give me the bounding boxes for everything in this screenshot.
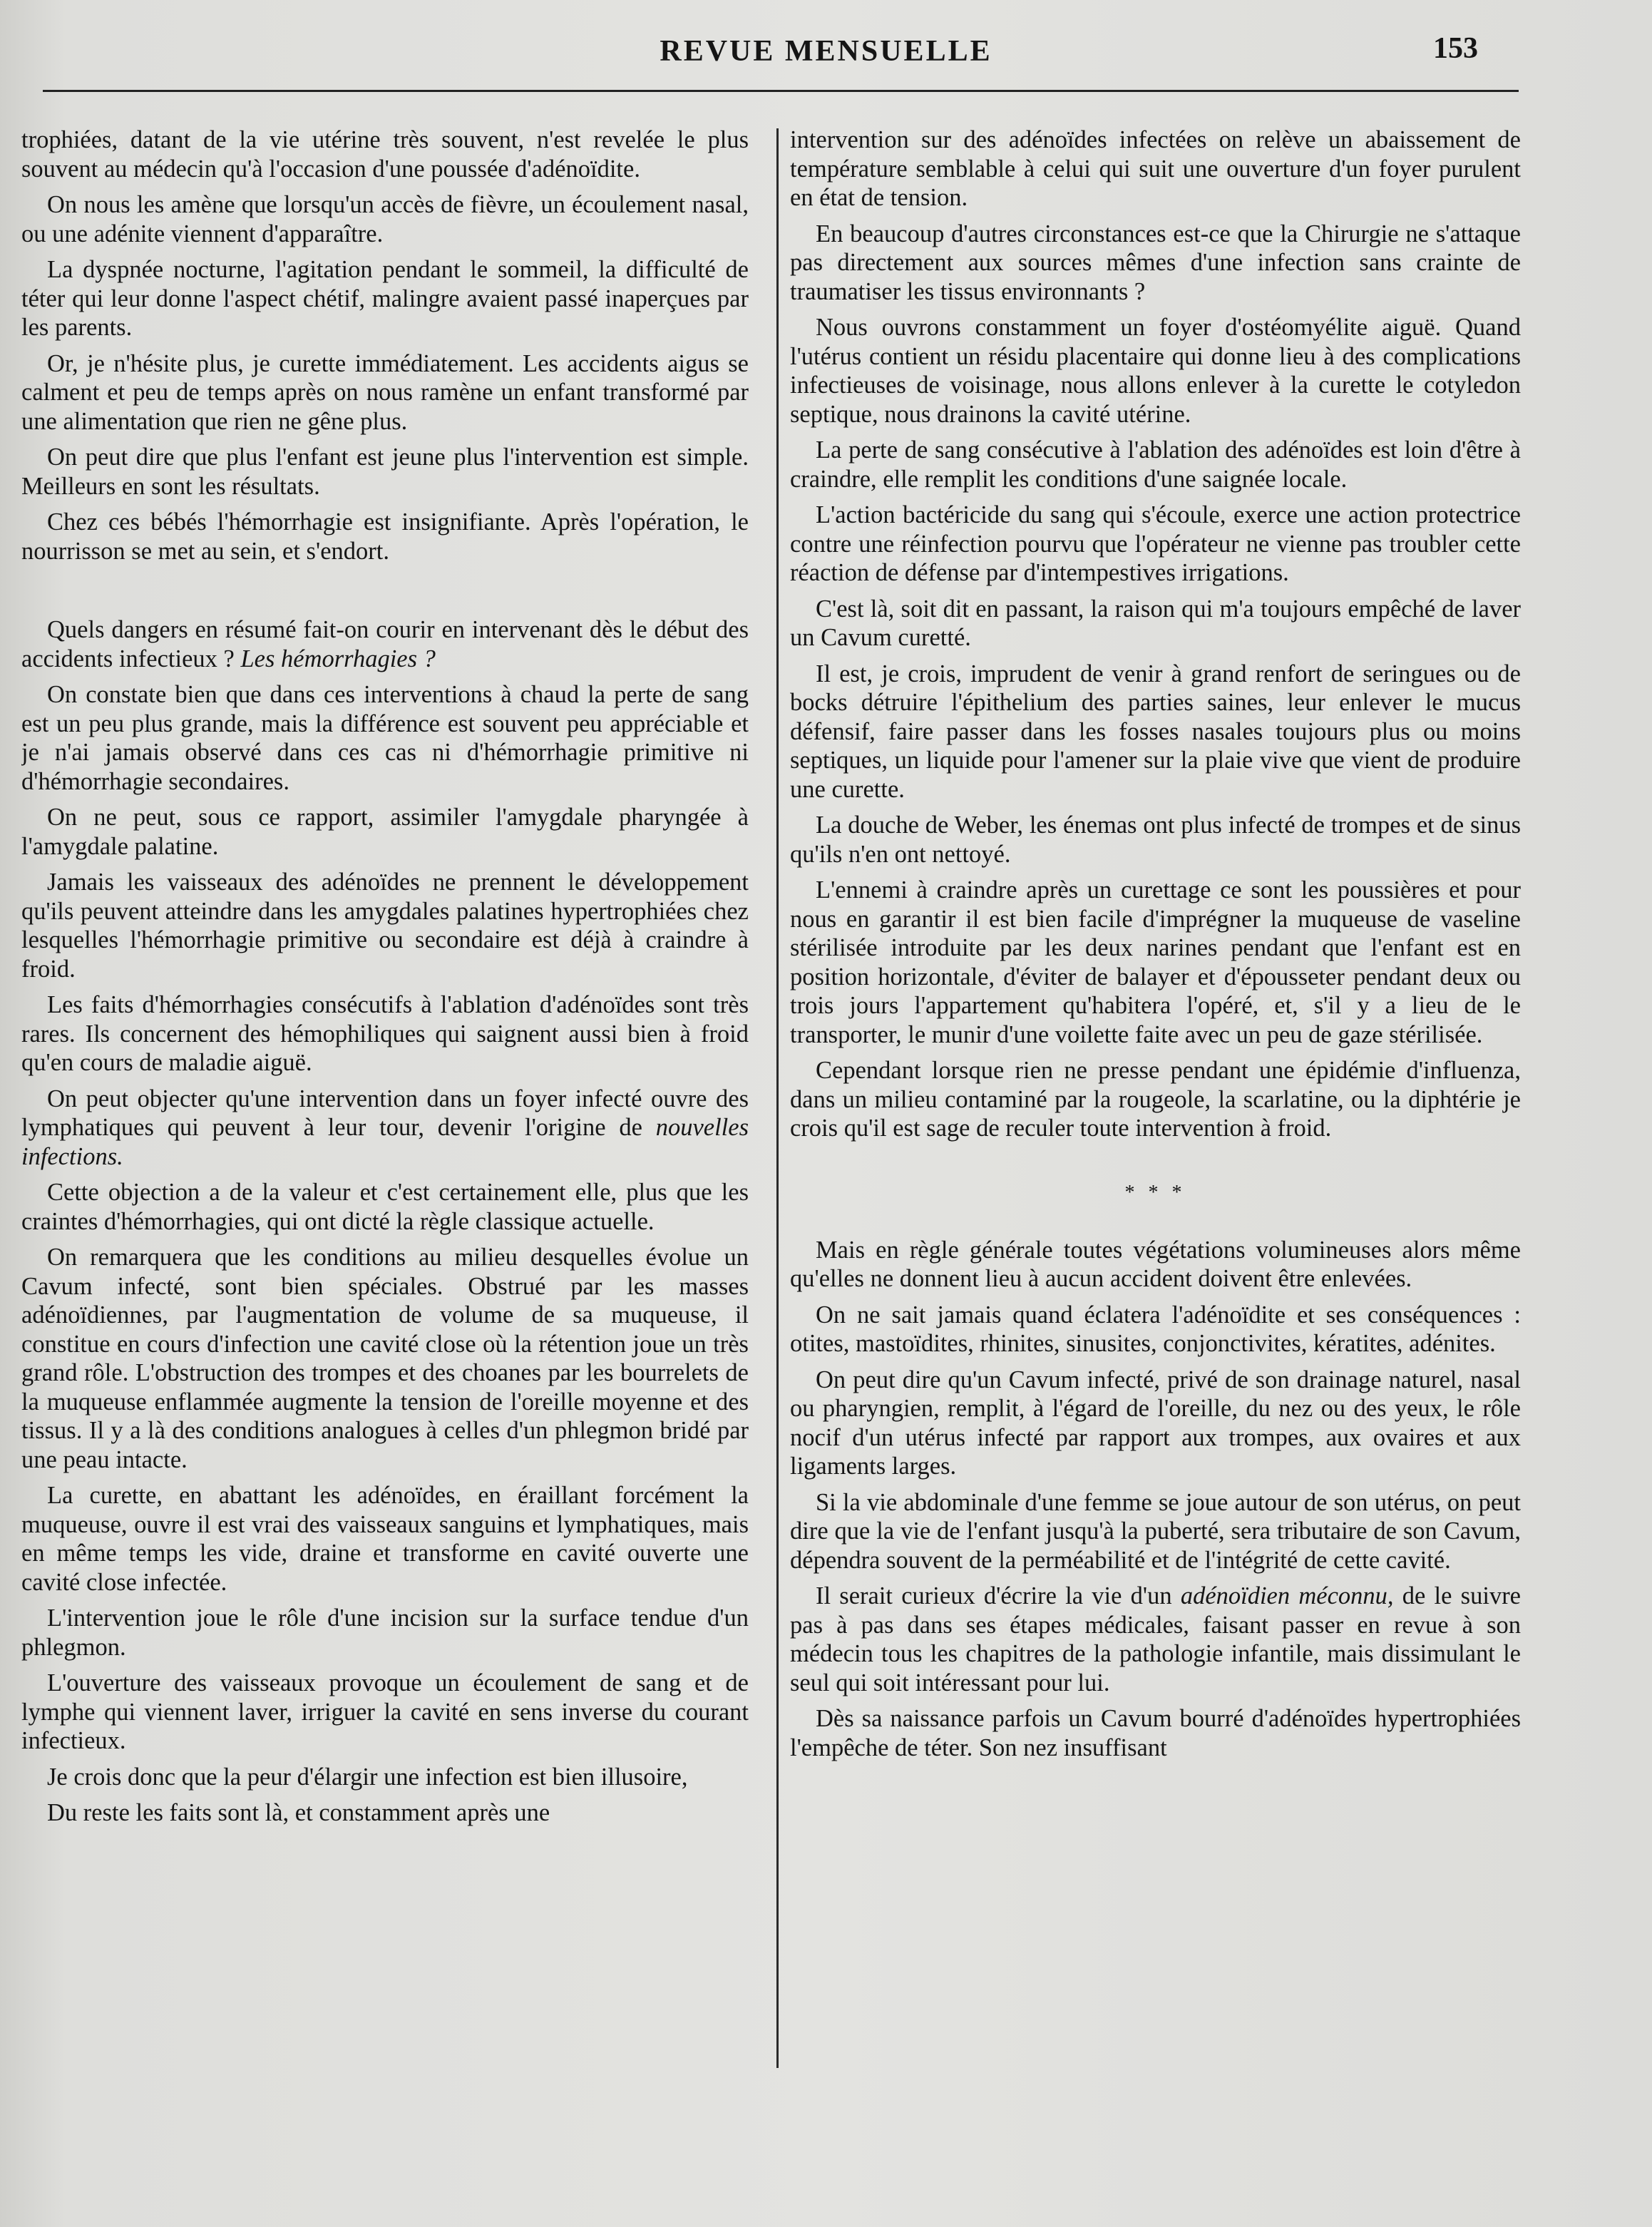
paragraph: Mais en règle générale toutes végétations volumineuses alors même qu'elles ne donnent lieu à aucun accident doivent être enlevées. — [790, 1236, 1521, 1292]
paragraph: La dyspnée nocturne, l'agitation pendant le sommeil, la difficulté de téter qui leur donne l'aspect chétif, malingre avaient passé inaperçues par les parents. — [21, 256, 749, 341]
paragraph — [21, 615, 749, 673]
paragraph-text: On peut objecter qu'une intervention dans un foyer infecté ouvre des lymphatiques qui peuvent à leur tour, devenir l'origine de — [21, 1085, 749, 1141]
paragraph: On ne sait jamais quand éclatera l'adénoïdite et ses conséquences : otites, mastoïdites, rhinites, sinusites, conjonctivites, kératites, adénites. — [790, 1301, 1521, 1357]
paragraph: Je crois donc que la peur d'élargir une infection est bien illusoire, — [47, 1763, 688, 1791]
paragraph: Les faits d'hémorrhagies consécutifs à l'ablation d'adénoïdes sont très rares. Ils concernent des hémophiliques qui saignent aussi bien à froid qu'en cours de maladie aiguë. — [21, 991, 749, 1076]
paragraph: Dès sa naissance parfois un Cavum bourré d'adénoïdes hypertrophiées l'empêche de téter. Son nez insuffisant — [790, 1705, 1521, 1761]
paragraph: L'ennemi à craindre après un curettage ce sont les poussières et pour nous en garantir il est bien facile d'imprégner la muqueuse de vaseline stérilisée introduite par les deux narines pendant que l'enfant est en position horizontale, d'éviter de balayer et d'épousseter pendant deux ou trois jours l'appartement qu'habitera l'opéré, et, s'il y a lieu de le transporter, le munir d'une voilette faite avec un peu de gaze stérilisée. — [790, 876, 1521, 1048]
paragraph: C'est là, soit dit en passant, la raison qui m'a toujours empêché de laver un Cavum curetté. — [790, 595, 1521, 651]
column-rule — [776, 128, 779, 2068]
section-separator: * * * — [1124, 1181, 1186, 1204]
italic-text: Les hémorrhagies ? — [240, 645, 436, 672]
paragraph: La curette, en abattant les adénoïdes, en éraillant forcément la muqueuse, ouvre il est vrai des vaisseaux sanguins et lymphatiques, mais en même temps les vide, draine et transforme en cavité ouverte une cavité close infectée. — [21, 1482, 749, 1596]
paragraph: trophiées, datant de la vie utérine très souvent, n'est revelée le plus souvent au médecin qu'à l'occasion d'une poussée d'adénoïdite. — [21, 126, 749, 183]
paragraph-text: de le suivre pas à pas dans ses étapes médicales, faisant passer en revue à son médecin tous les chapitres de la pathologie infantile, mais dissimulant le seul qui soit intéressant pour lui. — [790, 1582, 1521, 1696]
paragraph: On ne peut, sous ce rapport, assimiler l'amygdale pharyngée à l'amygdale palatine. — [21, 804, 749, 860]
paragraph — [21, 1085, 749, 1172]
italic-text: adénoïdien méconnu, — [1180, 1582, 1394, 1609]
paragraph: Cependant lorsque rien ne presse pendant une épidémie d'influenza, dans un milieu contaminé par la rougeole, la scarlatine, ou la diphtérie je crois qu'il est sage de reculer toute intervention à froid. — [790, 1057, 1521, 1142]
paragraph: On constate bien que dans ces interventions à chaud la perte de sang est un peu plus grande, mais la différence est souvent peu appréciable et je n'ai jamais observé dans ces cas ni d'hémorrhagie primitive ni d'hémorrhagie secondaires. — [21, 681, 749, 795]
paragraph: L'action bactéricide du sang qui s'écoule, exerce une action protectrice contre une réinfection pourvu que l'opérateur ne vienne pas troubler cette réaction de défense par d'intempestives irrigations. — [790, 501, 1521, 586]
paragraph: On peut dire que plus l'enfant est jeune plus l'intervention est simple. Meilleurs en sont les résultats. — [21, 444, 749, 500]
paragraph: On remarquera que les conditions au milieu desquelles évolue un Cavum infecté, sont bien spéciales. Obstrué par les masses adénoïdiennes, par l'augmentation de volume de sa muqueuse, il constitue en cours d'infection une cavité close où la rétention joue un très grand rôle. L'obstruction des trompes et des choanes par les bourrelets de la muqueuse enflammée augmente la tension de l'oreille moyenne et des tissus. Il y a là des conditions analogues à celles d'un phlegmon bridé par une peau intacte. — [21, 1244, 749, 1473]
paragraph: Or, je n'hésite plus, je curette immédiatement. Les accidents aigus se calment et peu de temps après on nous ramène un enfant transformé par une alimentation que rien ne gêne plus. — [21, 349, 749, 435]
header-rule — [43, 90, 1519, 92]
paragraph: L'intervention joue le rôle d'une incision sur la surface tendue d'un phlegmon. — [21, 1604, 749, 1661]
paragraph-text: Quels dangers en résumé fait-on courir en intervenant dès le début des accidents infectieux ? — [21, 616, 749, 672]
paragraph: Jamais les vaisseaux des adénoïdes ne prennent le développement qu'ils peuvent atteindre dans les amygdales palatines hypertrophiées chez lesquelles l'hémorrhagie primitive ou secondaire est déjà à craindre à froid. — [21, 869, 749, 983]
paragraph: Chez ces bébés l'hémorrhagie est insignifiante. Après l'opération, le nourrisson se met au sein, et s'endort. — [21, 508, 749, 565]
paragraph-text: Il serait curieux d'écrire la vie d'un — [816, 1582, 1172, 1609]
paragraph: L'ouverture des vaisseaux provoque un écoulement de sang et de lymphe qui viennent laver, irriguer la cavité en sens inverse du courant infectieux. — [21, 1669, 749, 1754]
paragraph: Du reste les faits sont là, et constamment après une — [47, 1799, 550, 1826]
paragraph: Cette objection a de la valeur et c'est certainement elle, plus que les craintes d'hémorrhagies, qui ont dicté la règle classique actuelle. — [21, 1179, 749, 1235]
paragraph: Si la vie abdominale d'une femme se joue autour de son utérus, on peut dire que la vie de l'enfant jusqu'à la puberté, sera tributaire de son Cavum, dépendra souvent de la perméabilité et de l'intégrité de cette cavité. — [790, 1488, 1521, 1574]
paragraph: Nous ouvrons constamment un foyer d'ostéomyélite aiguë. Quand l'utérus contient un résidu placentaire qui donne lieu à des complications infectieuses de voisinage, nous allons enlever à la curette le cotyledon septique, nous drainons la cavité utérine. — [790, 314, 1521, 428]
paragraph: On peut dire qu'un Cavum infecté, privé de son drainage naturel, nasal ou pharyngien, remplit, à l'égard de l'oreille, du nez ou des yeux, le rôle nocif d'un utérus infecté par rapport aux trompes, aux ovaires et aux ligaments larges. — [790, 1366, 1521, 1480]
paragraph: intervention sur des adénoïdes infectées on relève un abaissement de température semblable à celui qui suit une ouverture d'un foyer purulent en état de tension. — [790, 126, 1521, 211]
right-column — [790, 126, 1521, 2094]
paragraph: La douche de Weber, les énemas ont plus infecté de trompes et de sinus qu'ils n'en ont nettoyé. — [790, 812, 1521, 868]
paragraph: En beaucoup d'autres circonstances est-ce que la Chirurgie ne s'attaque pas directement aux sources mêmes d'une infection sans crainte de traumatiser les tissus environnants ? — [790, 220, 1521, 305]
paragraph: Il est, je crois, imprudent de venir à grand renfort de seringues ou de bocks détruire l'épithelium des parties saines, leur enlever le mucus défensif, faire passer dans les fosses nasales toujours plus ou moins septiques, un liquide pour l'amener sur la plaie vive que vient de produire une curette. — [790, 660, 1521, 803]
italic-text: nouvelles infections. — [21, 1114, 749, 1170]
running-header-title: REVUE MENSUELLE — [660, 35, 992, 68]
left-column — [21, 126, 749, 2094]
paragraph: La perte de sang consécutive à l'ablation des adénoïdes est loin d'être à craindre, elle remplit les conditions d'une saignée locale. — [790, 436, 1521, 493]
paragraph: On nous les amène que lorsqu'un accès de fièvre, un écoulement nasal, ou une adénite viennent d'apparaître. — [21, 191, 749, 247]
section-gap — [21, 573, 749, 615]
paragraph — [790, 1582, 1521, 1697]
page-number: 153 — [1433, 32, 1478, 65]
